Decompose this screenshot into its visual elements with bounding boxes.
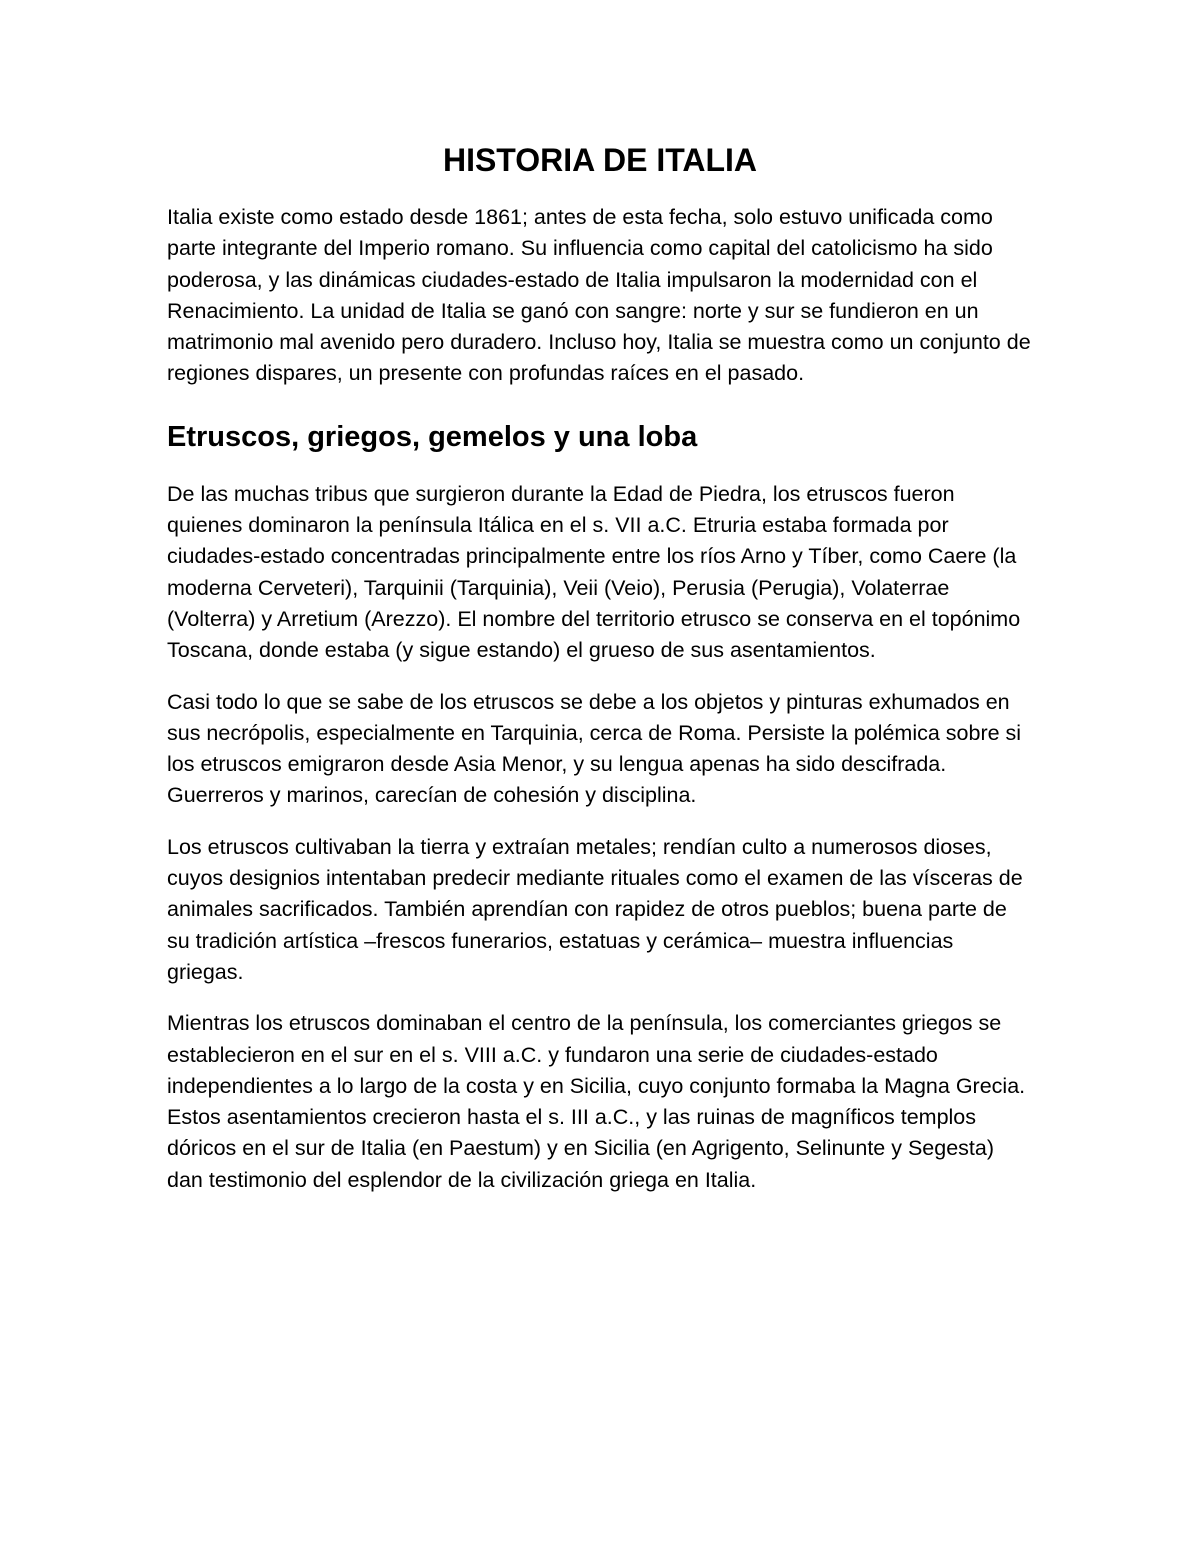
section-heading: Etruscos, griegos, gemelos y una loba [167,420,698,453]
intro-paragraph: Italia existe como estado desde 1861; antes de esta fecha, solo estuvo unificada como parte integrante del Imperio romano. Su influencia como capital del catolicismo ha sido poderosa, y las dinámicas ciudades-estado de Italia impulsaron la modernidad con el Renacimiento. La unidad de Italia se ganó con sangre: norte y sur se fundieron en un matrimonio mal avenido pero duradero. Incluso hoy, Italia se muestra como un conjunto de regiones dispares, un presente con profundas raíces en el pasado. [167,205,1031,386]
section-paragraph-3: Los etruscos cultivaban la tierra y extraían metales; rendían culto a numerosos dioses, cuyos designios intentaban predecir mediante rituales como el examen de las vísceras de animales sacrificados. También aprendían con rapidez de otros pueblos; buena parte de su tradición artística –frescos funerarios, estatuas y cerámica– muestra influencias griegas. [167,834,1023,984]
document-page [167,138,1033,1196]
section-paragraph-2: Casi todo lo que se sabe de los etruscos se debe a los objetos y pinturas exhumados en sus necrópolis, especialmente en Tarquinia, cerca de Roma. Persiste la polémica sobre si los etruscos emigraron desde Asia Menor, y su lengua apenas ha sido descifrada. Guerreros y marinos, carecían de cohesión y disciplina. [167,689,1022,808]
section-paragraph-4: Mientras los etruscos dominaban el centro de la península, los comerciantes griegos se establecieron en el sur en el s. VIII a.C. y fundaron una serie de ciudades-estado independientes a lo largo de la costa y en Sicilia, cuyo conjunto formaba la Magna Grecia. Estos asentamientos crecieron hasta el s. III a.C., y las ruinas de magníficos templos dóricos en el sur de Italia (en Paestum) y en Sicilia (en Agrigento, Selinunte y Segesta) dan testimonio del esplendor de la civilización griega en Italia. [167,1011,1026,1192]
page-title: HISTORIA DE ITALIA [442,142,758,178]
section-paragraph-1: De las muchas tribus que surgieron durante la Edad de Piedra, los etruscos fueron quienes dominaron la península Itálica en el s. VII a.C. Etruria estaba formada por ciudades-estado concentradas principalmente entre los ríos Arno y Tíber, como Caere (la moderna Cerveteri), Tarquinii (Tarquinia), Veii (Veio), Perusia (Perugia), Volaterrae (Volterra) y Arretium (Arezzo). El nombre del territorio etrusco se conserva en el topónimo Toscana, donde estaba (y sigue estando) el grueso de sus asentamientos. [167,481,1021,663]
